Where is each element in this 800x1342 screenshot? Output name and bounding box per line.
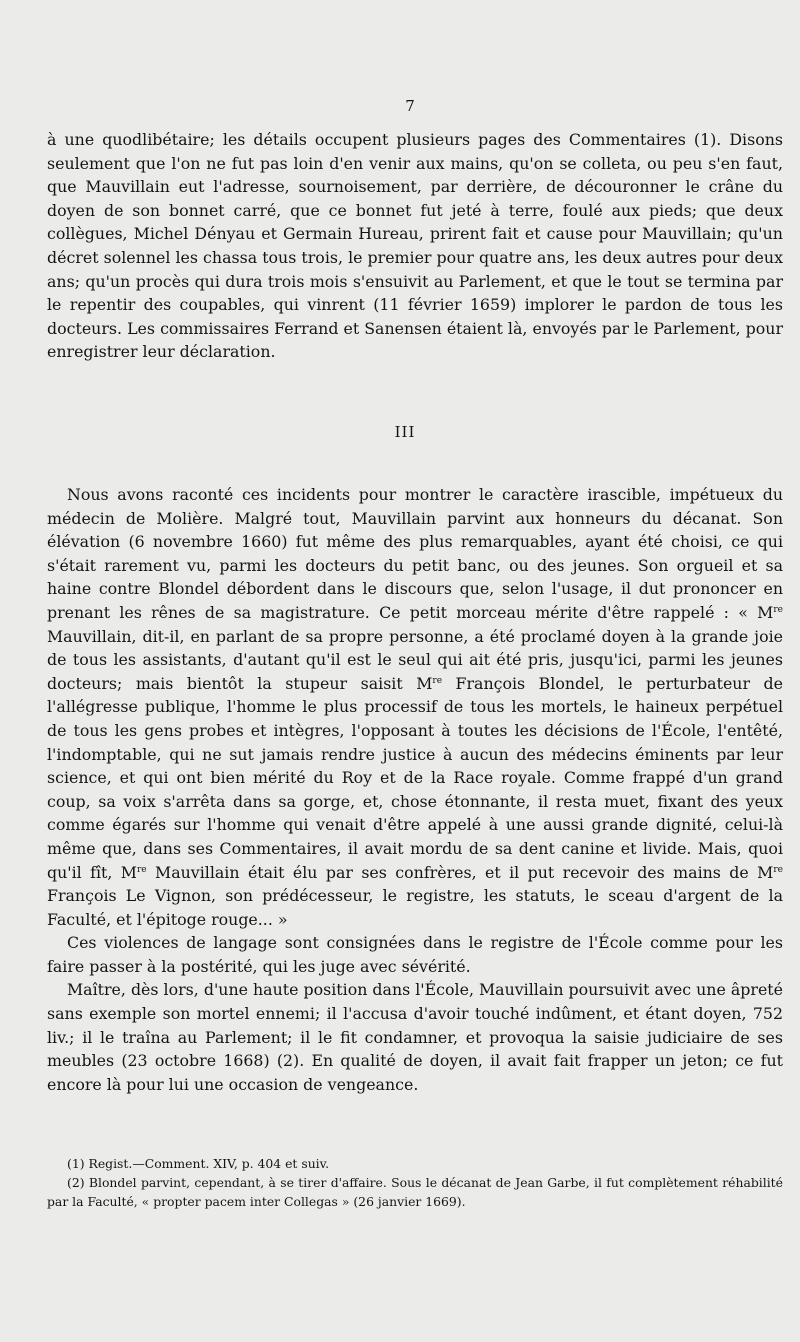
text-run: François Le Vignon, son prédécesseur, le registre, les statuts, le sceau d'argent de la Faculté, et l'épitoge rouge... »	[47, 886, 783, 929]
paragraph-discourse	[47, 483, 783, 931]
text-run: Mauvillain était élu par ses confrères, et il put recevoir des mains de M	[146, 862, 774, 882]
footnotes	[47, 1154, 783, 1211]
paragraph-registry: Ces violences de langage sont consignées dans le registre de l'École comme pour les faire passer à la postérité, qui les juge avec sévérité.	[47, 933, 783, 976]
page-number: 7	[405, 97, 415, 115]
superscript-re: re	[773, 864, 783, 875]
text-run: Mauvillain, dit-il, en parlant de sa propre personne, a été proclamé doyen à la grande joie de tous les assistants, d'autant qu'il est le seul qui ait été pris, jusqu'ici, parmi les jeunes docteurs; mais bientôt la stupeur saisit M	[47, 626, 783, 693]
text-run: Nous avons raconté ces incidents pour montrer le caractère irascible, impétueux du médecin de Molière. Malgré tout, Mauvillain parvint aux honneurs du décanat. Son élévation (6 novembre 1660) fut même des plus remarquables, ayant été choisi, ce qui s'était rarement vu, parmi les docteurs du petit banc, ou des jeunes. Son orgueil et sa haine contre Blondel débordent dans le discours que, selon l'usage, il dut prononcer en prenant les rênes de sa magistrature. Ce petit morceau mérite d'être rappelé : « M	[47, 485, 783, 622]
paragraph-continuation: à une quodlibétaire; les détails occupent plusieurs pages des Commentaires (1). Disons seulement que l'on ne fut pas loin d'en venir aux mains, qu'on se colleta, ou peu s'en faut, que Mauvillain eut l'adresse, sournoisement, par derrière, de découronner le crâne du doyen de son bonnet carré, que ce bonnet fut jeté à terre, foulé aux pieds; que deux collègues, Michel Dényau et Germain Hureau, prirent fait et cause pour Mauvillain; qu'un décret solennel les chassa tous trois, le premier pour quatre ans, les deux autres pour deux ans; qu'un procès qui dura trois mois s'ensuivit au Parlement, et que le tout se termina par le repentir des coupables, qui vinrent (11 février 1659) implorer le pardon de tous les docteurs. Les commissaires Ferrand et Sanensen étaient là, envoyés par le Parlement, pour enregistrer leur déclaration.	[47, 130, 783, 362]
superscript-re: re	[137, 864, 147, 875]
body-text-section	[47, 483, 783, 1096]
text-run: François Blondel, le perturbateur de l'allégresse publique, l'homme le plus processif de tous les mortels, le haineux perpétuel de tous les gens probes et intègres, l'opposant à toutes les décisions de l'École, l'entêté, l'indomptable, qui ne sut jamais rendre justice à aucun des médecins éminents par leur science, et qui ont bien mérité du Roy et de la Race royale. Comme frappé d'un grand coup, sa voix s'arrêta dans sa gorge, et, chose étonnante, il resta muet, fixant des yeux comme égarés sur l'homme qui venait d'être appelé à une aussi grande dignité, celui-là même que, dans ses Commentaires, il avait mordu de sa dent canine et livide. Mais, quoi qu'il fît, M	[47, 673, 783, 882]
superscript-re: re	[773, 604, 783, 615]
body-text-top	[47, 128, 783, 364]
paragraph-vengeance: Maître, dès lors, d'une haute position dans l'École, Mauvillain poursuivit avec une âpreté sans exemple son mortel ennemi; il l'accusa d'avoir touché indûment, et étant doyen, 752 liv.; il le traîna au Parlement; il le fit condamner, et provoqua la saisie judiciaire de ses meubles (23 octobre 1668) (2). En qualité de doyen, il avait fait frapper un jeton; ce fut encore là pour lui une occasion de vengeance.	[47, 980, 783, 1094]
superscript-re: re	[432, 675, 443, 686]
section-heading: III	[394, 423, 416, 441]
footnote-2: (2) Blondel parvint, cependant, à se tirer d'affaire. Sous le décanat de Jean Garbe, il fut complètement réhabilité par la Faculté, « propter pacem inter Collegas » (26 janvier 1669).	[47, 1175, 783, 1209]
footnote-1: (1) Regist.—Comment. XIV, p. 404 et suiv.	[67, 1156, 330, 1171]
